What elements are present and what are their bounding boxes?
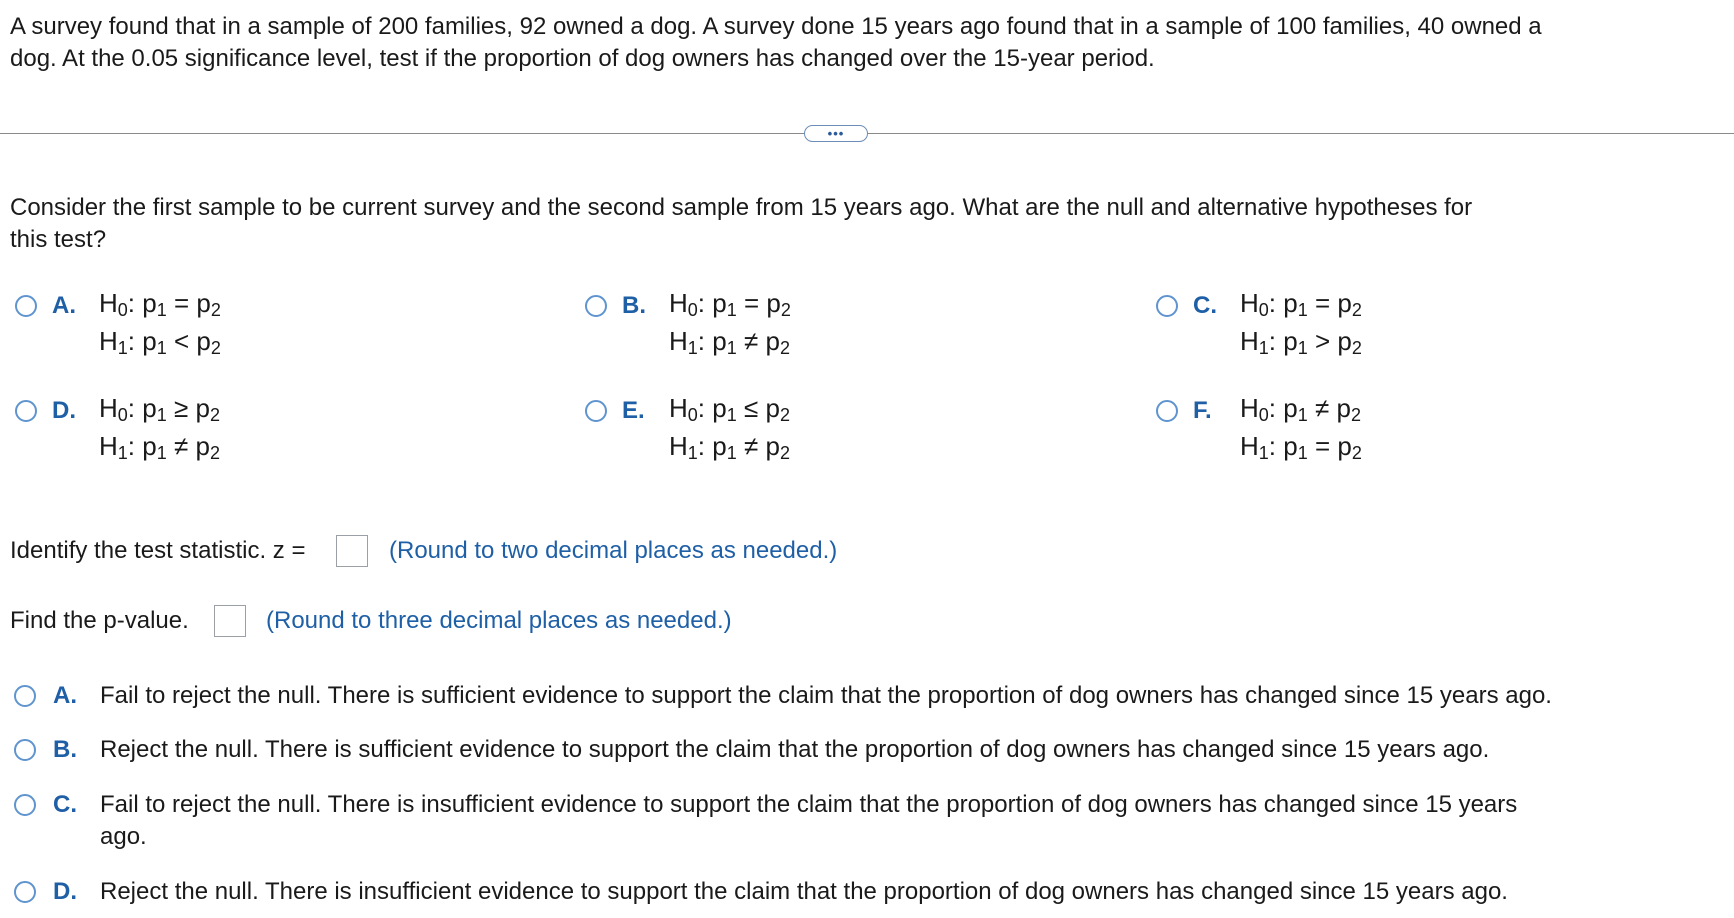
- option-text: Fail to reject the null. There is sufficient evidence to support the claim that the proportion of dog owners has changed since 15 years ago.: [100, 682, 1552, 709]
- radio-button[interactable]: [585, 400, 607, 422]
- option-letter: C.: [53, 791, 77, 818]
- radio-button[interactable]: [1156, 295, 1178, 317]
- alternative-hypothesis: $H_1$: $p_1 < p_2$: [99, 326, 221, 358]
- relation-symbol: ≥: [173, 393, 189, 423]
- relation-symbol: =: [1314, 431, 1331, 461]
- relation-symbol: ≠: [1314, 393, 1330, 423]
- radio-button[interactable]: [14, 794, 36, 816]
- option-text-continued: ago.: [100, 823, 147, 850]
- p-value-input[interactable]: [214, 605, 246, 637]
- null-hypothesis: $H_0$: $p_1 = p_2$: [1240, 288, 1362, 320]
- option-letter: B.: [622, 292, 646, 319]
- relation-symbol: =: [1314, 288, 1331, 318]
- option-letter: D.: [53, 878, 77, 905]
- relation-symbol: =: [173, 288, 190, 318]
- relation-symbol: =: [743, 288, 760, 318]
- p-value-hint: (Round to three decimal places as needed.): [266, 607, 732, 634]
- null-hypothesis: $H_0$: $p_1 = p_2$: [99, 288, 221, 320]
- relation-symbol: <: [173, 326, 190, 356]
- alternative-hypothesis: $H_1$: $p_1 > p_2$: [1240, 326, 1362, 358]
- question-line-2: this test?: [10, 226, 107, 253]
- option-text: Reject the null. There is sufficient evidence to support the claim that the proportion of dog owners has changed since 15 years ago.: [100, 736, 1490, 763]
- question-line-1: Consider the first sample to be current survey and the second sample from 15 years ago. What are the null and alternative hypotheses for: [10, 194, 1473, 221]
- alternative-hypothesis: $H_1$: $p_1 = p_2$: [1240, 431, 1362, 463]
- option-letter: A.: [53, 682, 77, 709]
- option-letter: A.: [52, 292, 76, 319]
- null-hypothesis: $H_0$: $p_1 \le p_2$: [669, 393, 790, 425]
- radio-button[interactable]: [14, 739, 36, 761]
- show-more-button[interactable]: •••: [804, 125, 868, 142]
- null-hypothesis: $H_0$: $p_1 = p_2$: [669, 288, 791, 320]
- option-letter: D.: [52, 397, 76, 424]
- radio-button[interactable]: [15, 295, 37, 317]
- radio-button[interactable]: [1156, 400, 1178, 422]
- null-hypothesis: $H_0$: $p_1 \ne p_2$: [1240, 393, 1361, 425]
- radio-button[interactable]: [585, 295, 607, 317]
- relation-symbol: ≠: [743, 326, 759, 356]
- option-letter: E.: [622, 397, 645, 424]
- relation-symbol: ≤: [743, 393, 759, 423]
- alternative-hypothesis: $H_1$: $p_1 \ne p_2$: [99, 431, 220, 463]
- relation-symbol: >: [1314, 326, 1331, 356]
- radio-button[interactable]: [14, 881, 36, 903]
- option-text: Reject the null. There is insufficient evidence to support the claim that the proportion of dog owners has changed since 15 years ago.: [100, 878, 1508, 905]
- z-hint: (Round to two decimal places as needed.): [389, 537, 838, 564]
- option-letter: B.: [53, 736, 77, 763]
- p-value-label: Find the p-value.: [10, 607, 189, 634]
- relation-symbol: ≠: [743, 431, 759, 461]
- alternative-hypothesis: $H_1$: $p_1 \ne p_2$: [669, 326, 790, 358]
- test-statistic-label: Identify the test statistic. z =: [10, 537, 306, 564]
- relation-symbol: ≠: [173, 431, 189, 461]
- radio-button[interactable]: [15, 400, 37, 422]
- problem-line-2: dog. At the 0.05 significance level, test if the proportion of dog owners has changed over the 15-year period.: [10, 45, 1155, 72]
- null-hypothesis: $H_0$: $p_1 \ge p_2$: [99, 393, 220, 425]
- option-letter: F.: [1193, 397, 1212, 424]
- z-input[interactable]: [336, 535, 368, 567]
- option-letter: C.: [1193, 292, 1217, 319]
- radio-button[interactable]: [14, 685, 36, 707]
- problem-line-1: A survey found that in a sample of 200 families, 92 owned a dog. A survey done 15 years ago found that in a sample of 100 families, 40 owned a: [10, 13, 1542, 40]
- alternative-hypothesis: $H_1$: $p_1 \ne p_2$: [669, 431, 790, 463]
- option-text: Fail to reject the null. There is insufficient evidence to support the claim that the proportion of dog owners has changed since 15 years: [100, 791, 1518, 818]
